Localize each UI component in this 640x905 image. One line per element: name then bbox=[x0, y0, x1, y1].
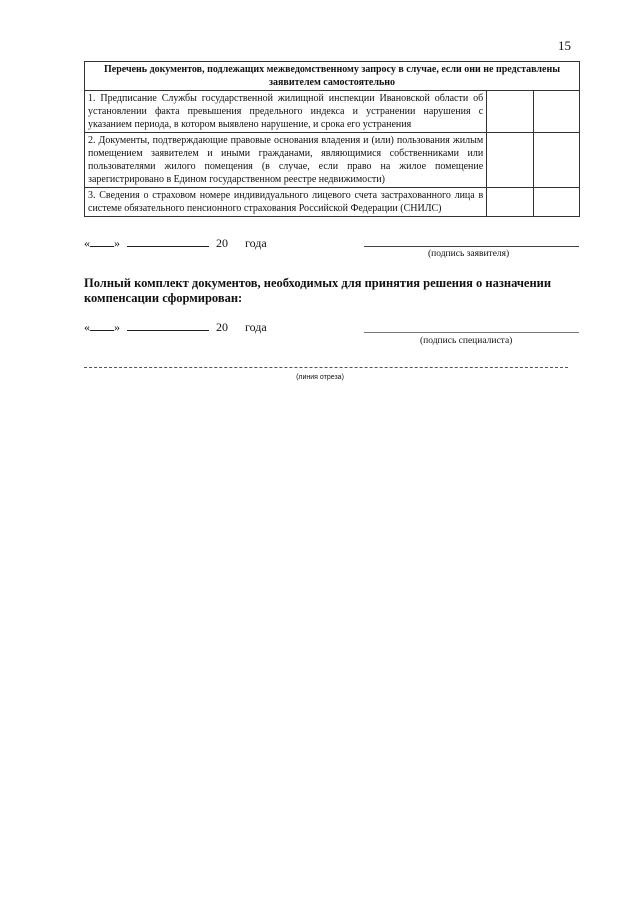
table-row bbox=[85, 188, 580, 217]
cut-line bbox=[84, 367, 568, 368]
applicant-signature-line[interactable] bbox=[364, 246, 579, 247]
checkbox-cell-2b[interactable] bbox=[533, 133, 579, 188]
checkbox-cell-1b[interactable] bbox=[533, 91, 579, 133]
checkbox-cell-3b[interactable] bbox=[533, 188, 579, 217]
specialist-date-line bbox=[84, 320, 267, 335]
cut-line-caption: (линия отреза) bbox=[296, 374, 344, 381]
year-word: года bbox=[245, 320, 267, 334]
page-number: 15 bbox=[558, 38, 571, 53]
month-field[interactable] bbox=[127, 236, 209, 247]
year-word: года bbox=[245, 236, 267, 250]
documents-table bbox=[84, 61, 580, 217]
year-prefix: 20 bbox=[216, 236, 228, 250]
specialist-signature-caption: (подпись специалиста) bbox=[420, 336, 513, 346]
checkbox-cell-2a[interactable] bbox=[487, 133, 533, 188]
table-row bbox=[85, 91, 580, 133]
document-item-2: 2. Документы, подтверждающие правовые основания владения и (или) пользования жилым помещением заявителем и иными гражданами, являющимися собственниками или пользователями жилого помещения (в случае, если право на жилое помещение зарегистрировано в Едином государственном реестре недвижимости) bbox=[85, 133, 487, 188]
document-item-3: 3. Сведения о страховом номере индивидуального лицевого счета застрахованного лица в системе обязательного пенсионного страхования Российской Федерации (СНИЛС) bbox=[85, 188, 487, 217]
close-quote: » bbox=[114, 320, 120, 334]
year-prefix: 20 bbox=[216, 320, 228, 334]
document-item-1: 1. Предписание Службы государственной жилищной инспекции Ивановской области об установлении факта превышения предельного индекса и устранении нарушения с указанием периода, в котором выявлено нарушение, и срока его устранения bbox=[85, 91, 487, 133]
table-row bbox=[85, 133, 580, 188]
month-field[interactable] bbox=[127, 320, 209, 331]
checkbox-cell-1a[interactable] bbox=[487, 91, 533, 133]
open-quote: « bbox=[84, 236, 90, 250]
applicant-signature-caption: (подпись заявителя) bbox=[428, 249, 510, 259]
applicant-date-line bbox=[84, 236, 267, 251]
day-field[interactable] bbox=[90, 236, 114, 247]
specialist-signature-line[interactable] bbox=[364, 332, 579, 333]
open-quote: « bbox=[84, 320, 90, 334]
checkbox-cell-3a[interactable] bbox=[487, 188, 533, 217]
close-quote: » bbox=[114, 236, 120, 250]
completeness-heading: Полный комплект документов, необходимых для принятия решения о назначении компенсации сформирован: bbox=[84, 276, 552, 305]
table-header: Перечень документов, подлежащих межведомственному запросу в случае, если они не представлены заявителем самостоятельно bbox=[85, 62, 580, 91]
table-header-row bbox=[85, 62, 580, 91]
day-field[interactable] bbox=[90, 320, 114, 331]
